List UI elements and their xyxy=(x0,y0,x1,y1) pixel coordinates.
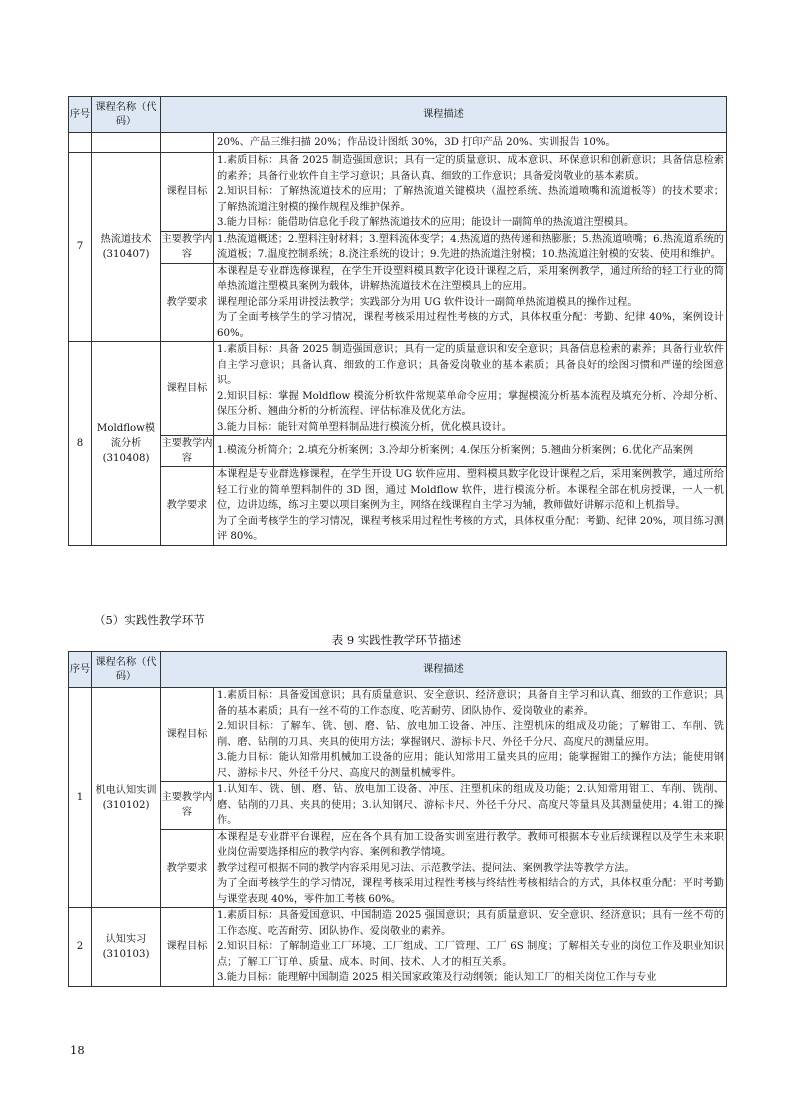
goal-text: 1.素质目标：具备 2025 制造强国意识；具有一定的质量意识和安全意识；具备信息检索的素养；具备行业软件自主学习意识；具备认真、细致的工作意识；具备爱岗敬业的基本素质；具备良好的绘图习惯和严谨的绘图意识。 xyxy=(217,344,724,386)
table-row xyxy=(69,908,727,987)
category-label: 课程目标 xyxy=(161,153,214,232)
table-row xyxy=(69,829,727,908)
header-desc: 课程描述 xyxy=(161,97,727,133)
category-label: 主要教学内容 xyxy=(161,231,214,263)
req-text: 为了全面考核学生的学习情况，课程考核采用过程性考核的方式，具体权重分配：考勤、纪律 40%，案例设计 60%。 xyxy=(217,312,724,339)
category-label: 教学要求 xyxy=(161,829,214,908)
header-no: 序号 xyxy=(69,652,92,688)
course-name xyxy=(92,908,161,987)
course-title: 机电认知实训 xyxy=(95,784,157,796)
course-title: Moldflow模流分析 xyxy=(96,422,156,449)
category-label: 课程目标 xyxy=(161,342,214,436)
goal-cell xyxy=(214,342,727,436)
course-name xyxy=(92,342,161,546)
goal-text: 2.知识目标：了解热流道技术的应用；了解热流道关键模块（温控系统、热流道喷嘴和流道板等）的技术要求；了解热流道注射模的操作规程及维护保养。 xyxy=(217,186,724,213)
section-title: （5）实践性教学环节 xyxy=(94,613,205,627)
req-cell xyxy=(214,263,727,342)
goal-text: 3.能力目标：能认知常用机械加工设备的应用；能认知常用工量夹具的应用；能掌握钳工的操作方法；能使用钢尺、游标卡尺、外径千分尺、高度尺的测量机械零件。 xyxy=(217,752,724,779)
content-text: 1.热流道概述；2.塑料注射材料；3.塑料流体变学；4.热流道的热传递和热膨胀；5.热流道喷嘴；6.热流道系统的流道板；7.温度控制系统；8.浇注系统的设计；9.先进的热流道注射模；10.热流道注射模的安装、使用和维护。 xyxy=(214,231,727,263)
table-header xyxy=(69,652,727,688)
category-label: 课程目标 xyxy=(161,688,214,782)
content-text: 1.模流分析简介；2.填充分析案例；3.冷却分析案例；4.保压分析案例；5.翘曲分析案例；6.优化产品案例 xyxy=(214,436,727,467)
category-label: 教学要求 xyxy=(161,263,214,342)
goal-cell xyxy=(214,688,727,782)
req-text: 本课程是专业群平台课程，应在各个具有加工设备实训室进行教学。教师可根据本专业后续课程以及学生未来职业岗位需要选择相应的教学内容、案例和教学情境。 xyxy=(217,831,724,858)
page-number: 18 xyxy=(70,1043,85,1057)
table-caption: 表 9 实践性教学环节描述 xyxy=(331,633,462,647)
goal-text: 1.素质目标：具备爱国意识；具有质量意识、安全意识、经济意识；具备自主学习和认真、细致的工作意识；具备的基本素质；具有一丝不苟的工作态度、吃苦耐劳、团队协作、爱岗敬业的素养。 xyxy=(217,690,724,717)
course-table-1 xyxy=(68,96,727,546)
table-row xyxy=(69,436,727,467)
course-code: (310407) xyxy=(102,249,150,260)
header-desc: 课程描述 xyxy=(161,652,727,688)
goal-text: 3.能力目标：能理解中国制造 2025 相关国家政策及行动纲领；能认知工厂的相关岗位工作与专业 xyxy=(217,972,657,983)
req-text: 为了全面考核学生的学习情况，课程考核采用过程性考核的方式，具体权重分配：考勤、纪律 20%，项目练习测评 80%。 xyxy=(217,515,724,542)
category-label: 教学要求 xyxy=(161,467,214,546)
row-number: 7 xyxy=(69,153,92,342)
req-text: 本课程是专业群选修课程，在学生开设塑料模具数字化设计课程之后，采用案例教学，通过所给的轻工行业的简单热流道注塑模具案例为载体，讲解热流道技术在注塑模具上的应用。 xyxy=(217,265,724,292)
header-name: 课程名称（代码） xyxy=(92,652,161,688)
continuation-text: 20%、产品三维扫描 20%；作品设计图纸 30%，3D 打印产品 20%、实训报告 10%。 xyxy=(214,133,727,153)
table-header xyxy=(69,97,727,133)
table-row xyxy=(69,263,727,342)
goal-text: 2.知识目标：掌握 Moldflow 模流分析软件常规菜单命令应用；掌握模流分析基本流程及填充分析、冷却分析、保压分析、翘曲分析的分析流程、评估标准及优化方法。 xyxy=(217,390,724,417)
table-row xyxy=(69,688,727,782)
table-row xyxy=(69,231,727,263)
category-label: 主要教学内容 xyxy=(161,436,214,467)
req-text: 为了全面考核学生的学习情况，课程考核采用过程性考核与终结性考核相结合的方式，具体权重分配：平时考勤与课堂表现 40%，零件加工考核 60%。 xyxy=(217,878,724,905)
course-name xyxy=(92,688,161,908)
category-label: 课程目标 xyxy=(161,908,214,987)
header-name: 课程名称（代码） xyxy=(92,97,161,133)
course-title: 认知实习 xyxy=(105,933,147,945)
course-code: (310102) xyxy=(102,799,150,811)
row-number: 2 xyxy=(69,908,92,987)
goal-text: 2.知识目标：了解制造业工厂环境、工厂组成、工厂管理、工厂 6S 制度；了解相关专业的岗位工作及职业知识点；了解工厂订单、质量、成本、时间、技术、人才的相互关系。 xyxy=(217,941,724,968)
goal-text: 1.素质目标：具备 2025 制造强国意识；具有一定的质量意识、成本意识、环保意识和创新意识；具备信息检索的素养；具备行业软件自主学习意识；具备认真、细致的工作意识；具备爱岗敬业的基本素质。 xyxy=(217,155,724,182)
goal-text: 2.知识目标：了解车、铣、刨、磨、钻、放电加工设备、冲压、注塑机床的组成及功能；了解钳工、车削、铣削、磨、钻削的刀具、夹具的使用方法；掌握钢尺、游标卡尺、外径千分尺、高度尺的测量应用。 xyxy=(217,721,724,748)
course-code: (310408) xyxy=(102,452,150,464)
req-text: 课程理论部分采用讲授法教学；实践部分为用 UG 软件设计一副简单热流道模具的操作过程。 xyxy=(217,296,638,308)
goal-text: 3.能力目标：能借助信息化手段了解热流道技术的应用；能设计一副简单的热流道注塑模具。 xyxy=(217,217,635,228)
content-text: 1.认知车、铣、刨、磨、钻、放电加工设备、冲压、注塑机床的组成及功能；2.认知常用钳工、车削、铣削、磨、钻削的刀具、夹具的使用；3.认知钢尺、游标卡尺、外径千分尺、高度尺等量具及其测量使用；4.钳工的操作。 xyxy=(214,782,727,830)
req-cell xyxy=(214,829,727,908)
goal-cell xyxy=(214,153,727,232)
table-row xyxy=(69,133,727,153)
goal-text: 3.能力目标：能针对简单塑料制品进行模流分析，优化模具设计。 xyxy=(217,421,512,433)
row-number: 8 xyxy=(69,342,92,546)
table-row xyxy=(69,782,727,830)
table-row xyxy=(69,342,727,436)
course-code: (310103) xyxy=(102,948,150,960)
course-name xyxy=(92,153,161,342)
category-label: 主要教学内容 xyxy=(161,782,214,830)
req-cell xyxy=(214,467,727,546)
table-row xyxy=(69,153,727,232)
table-row xyxy=(69,467,727,546)
practice-table xyxy=(68,651,727,987)
row-number: 1 xyxy=(69,688,92,908)
req-text: 本课程是专业群选修课程，在学生开设 UG 软件应用、塑料模具数字化设计课程之后，采用案例教学，通过所给轻工行业的简单塑料制件的 3D 图，通过 Moldflow 软件，进行模流分析。本课程全部在机房授课，一人一机位，边讲边练，练习主要以项目案例为主，网络在线课程自主学习为辅，教师做好讲解示范和上机指导。 xyxy=(217,469,724,511)
header-no: 序号 xyxy=(69,97,92,133)
course-title: 热流道技术 xyxy=(100,234,152,245)
goal-cell xyxy=(214,908,727,987)
goal-text: 1.素质目标：具备爱国意识、中国制造 2025 强国意识；具有质量意识、安全意识、经济意识；具有一丝不苟的工作态度、吃苦耐劳、团队协作、爱岗敬业的素养。 xyxy=(217,910,724,937)
req-text: 教学过程可根据不同的教学内容采用见习法、示范教学法、提问法、案例教学法等教学方法。 xyxy=(217,862,635,874)
